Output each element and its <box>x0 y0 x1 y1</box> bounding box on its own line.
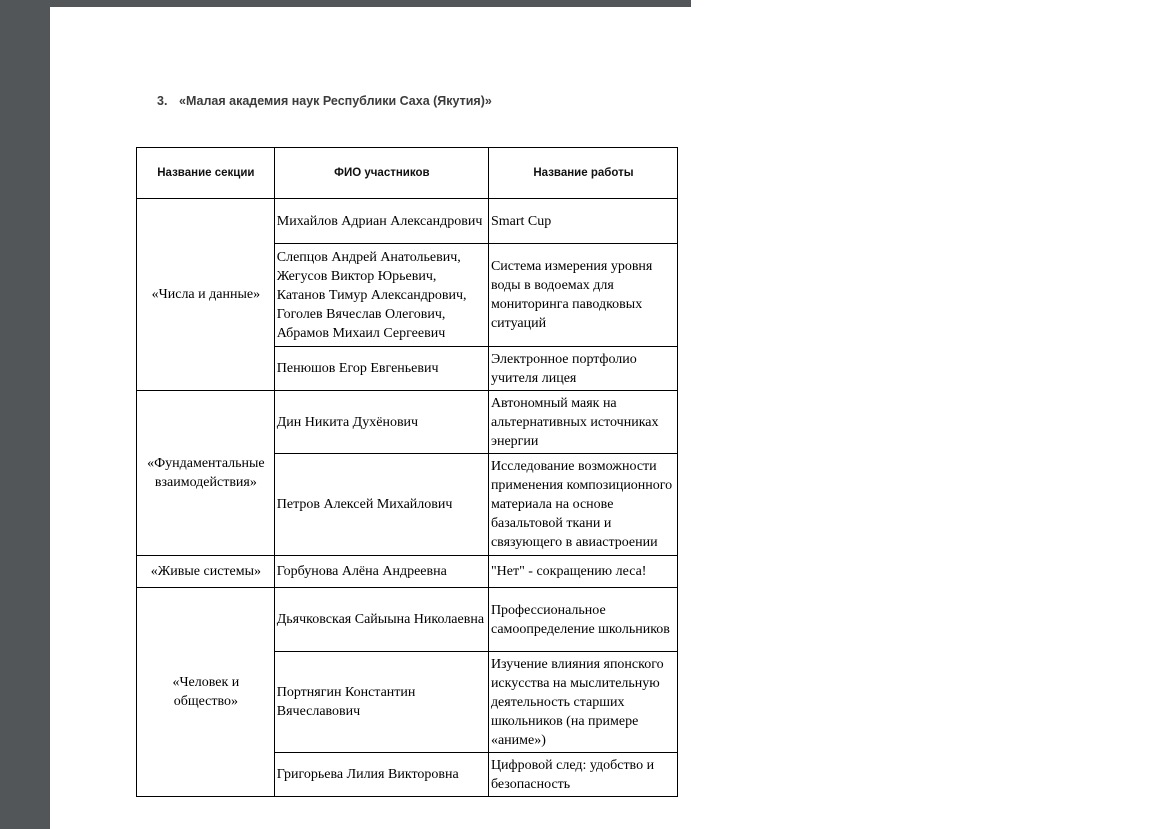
participants-cell: Дьячковская Сайыына Николаевна <box>274 588 488 652</box>
heading-title: «Малая академия наук Республики Саха (Якутия)» <box>179 94 492 108</box>
participants-cell: Михайлов Адриан Александрович <box>274 199 488 244</box>
work-title-cell: Smart Cup <box>488 199 677 244</box>
section-name-cell: «Числа и данные» <box>137 199 275 391</box>
work-title-cell: Система измерения уровня воды в водоемах для мониторинга паводковых ситуаций <box>488 244 677 347</box>
document-page <box>50 7 691 829</box>
table-row <box>137 199 678 244</box>
header-participants: ФИО участников <box>274 148 488 199</box>
participants-cell: Дин Никита Духёнович <box>274 391 488 454</box>
section-name-cell: «Живые системы» <box>137 556 275 588</box>
participants-cell: Пенюшов Егор Евгеньевич <box>274 347 488 391</box>
participants-table <box>136 147 678 797</box>
viewer-background-left <box>0 0 50 829</box>
participants-cell: Слепцов Андрей Анатольевич, Жегусов Виктор Юрьевич, Катанов Тимур Александрович, Гоголев Вячеслав Олегович, Абрамов Михаил Сергеевич <box>274 244 488 347</box>
participants-cell: Григорьева Лилия Викторовна <box>274 753 488 797</box>
participants-cell: Петров Алексей Михайлович <box>274 454 488 556</box>
work-title-cell: Изучение влияния японского искусства на мыслительную деятельность старших школьников (на примере «аниме») <box>488 652 677 753</box>
section-name-cell: «Человек и общество» <box>137 588 275 797</box>
section-name-cell: «Фундаментальные взаимодействия» <box>137 391 275 556</box>
table-row <box>137 391 678 454</box>
participants-cell: Портнягин Константин Вячеславович <box>274 652 488 753</box>
section-heading <box>157 94 492 108</box>
header-work: Название работы <box>488 148 677 199</box>
work-title-cell: Электронное портфолио учителя лицея <box>488 347 677 391</box>
work-title-cell: Профессиональное самоопределение школьников <box>488 588 677 652</box>
work-title-cell: "Нет" - сокращению леса! <box>488 556 677 588</box>
header-section: Название секции <box>137 148 275 199</box>
table-row <box>137 556 678 588</box>
heading-number: 3. <box>157 94 168 108</box>
participants-cell: Горбунова Алёна Андреевна <box>274 556 488 588</box>
viewer-background-top <box>50 0 691 7</box>
table-row <box>137 588 678 652</box>
table-header-row <box>137 148 678 199</box>
work-title-cell: Автономный маяк на альтернативных источниках энергии <box>488 391 677 454</box>
work-title-cell: Цифровой след: удобство и безопасность <box>488 753 677 797</box>
work-title-cell: Исследование возможности применения композиционного материала на основе базальтовой ткани и связующего в авиастроении <box>488 454 677 556</box>
